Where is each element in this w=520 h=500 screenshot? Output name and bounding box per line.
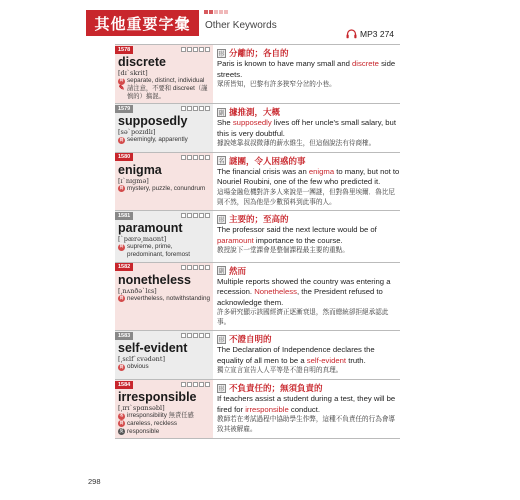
related-line bbox=[118, 420, 210, 428]
related-text: careless, reckless bbox=[127, 419, 178, 427]
entry-headword-panel bbox=[115, 331, 213, 379]
sentence-highlight: irresponsible bbox=[245, 404, 289, 414]
entry-headword-panel bbox=[115, 380, 213, 438]
definition: 不負責任的；無須負責的 bbox=[229, 384, 323, 395]
sentence-part: Multiple reports showed the country was entering a recession. bbox=[217, 276, 391, 297]
part-of-speech-badge: 形 bbox=[218, 336, 225, 344]
sentence-highlight: enigma bbox=[308, 166, 335, 176]
sentence-translation: 許多研究顯示該國經濟正逐漸衰退，然而總統卻拒絕承認此事。 bbox=[217, 308, 389, 326]
section-title: 其他重要字彙 bbox=[86, 10, 199, 36]
headword: enigma bbox=[118, 162, 162, 177]
synonym-icon: 同 bbox=[118, 78, 125, 85]
entry-definition-panel bbox=[213, 263, 400, 331]
vocabulary-list bbox=[115, 44, 400, 439]
example-sentence bbox=[217, 277, 400, 309]
phonetic: [͵sɛlfˋɛvədənt] bbox=[118, 355, 166, 364]
sentence-part: Paris is known to have many small and bbox=[217, 59, 353, 68]
definition: 不證自明的 bbox=[229, 335, 272, 346]
sentence-highlight: supposedly bbox=[232, 118, 272, 128]
sentence-part: importance to the course. bbox=[253, 235, 343, 245]
part-of-speech-badge: 名 bbox=[218, 158, 225, 166]
sentence-part: The professor said the next lecture would be of bbox=[217, 225, 377, 235]
review-checkboxes[interactable] bbox=[181, 155, 210, 160]
part-of-speech-badge: 副 bbox=[218, 109, 225, 117]
related-text: mystery, puzzle, conundrum bbox=[127, 184, 206, 192]
related-text: responsible bbox=[127, 427, 160, 435]
entry-number: 1580 bbox=[115, 153, 133, 161]
sentence-highlight: Nonetheless bbox=[254, 287, 297, 297]
entry-number: 1578 bbox=[115, 46, 133, 54]
vocab-entry bbox=[115, 330, 400, 379]
review-checkboxes[interactable] bbox=[181, 106, 210, 111]
pencil-icon: ✎ bbox=[118, 84, 125, 92]
related-text: supreme, prime, predominant, foremost bbox=[127, 243, 190, 258]
related-line bbox=[118, 295, 210, 303]
related-line bbox=[118, 412, 210, 420]
related-line bbox=[118, 428, 210, 436]
synonym-icon: 同 bbox=[118, 185, 125, 192]
review-checkboxes[interactable] bbox=[181, 265, 210, 270]
example-sentence bbox=[217, 225, 400, 246]
entry-number: 1582 bbox=[115, 263, 133, 271]
antonym-icon: 反 bbox=[118, 428, 125, 435]
section-header bbox=[86, 10, 277, 36]
related-text: seemingly, apparently bbox=[127, 136, 188, 144]
related-text: nevertheless, notwithstanding bbox=[127, 294, 210, 302]
audio-track[interactable] bbox=[346, 29, 394, 39]
headphones-icon bbox=[346, 29, 357, 39]
synonym-icon: 同 bbox=[118, 364, 125, 371]
part-of-speech-badge: 副 bbox=[218, 268, 225, 276]
synonym-icon: 同 bbox=[118, 420, 125, 427]
sentence-highlight: paramount bbox=[217, 235, 254, 245]
sentence-part: to many, but not to Nouriel Roubini, one of the few who predicted it. bbox=[217, 166, 400, 187]
definition: 據推測，大概 bbox=[229, 108, 281, 119]
part-of-speech-badge: 形 bbox=[218, 385, 225, 393]
page-number: 298 bbox=[88, 477, 101, 486]
synonym-icon: 同 bbox=[118, 295, 125, 302]
headword: irresponsible bbox=[118, 390, 197, 405]
audio-track-label: MP3 274 bbox=[360, 29, 395, 39]
entry-definition-panel bbox=[213, 211, 400, 262]
sentence-highlight: discrete bbox=[352, 59, 379, 68]
vocab-entry bbox=[115, 210, 400, 262]
vocab-entry bbox=[115, 44, 400, 103]
review-checkboxes[interactable] bbox=[181, 213, 210, 218]
sentence-highlight: self-evident bbox=[306, 355, 347, 365]
entry-headword-panel bbox=[115, 104, 213, 152]
entry-definition-panel bbox=[213, 104, 400, 152]
entry-definition-panel bbox=[213, 331, 400, 379]
related-line bbox=[118, 77, 210, 85]
decorative-dots bbox=[204, 10, 232, 20]
example-sentence bbox=[217, 394, 400, 415]
example-sentence bbox=[217, 345, 400, 366]
definition: 主要的；至高的 bbox=[229, 215, 289, 226]
sentence-translation: 教授說下一堂課會是整個課程最主要的重點。 bbox=[217, 246, 349, 255]
example-sentence bbox=[217, 59, 400, 80]
entry-definition-panel bbox=[213, 380, 400, 438]
section-subtitle: Other Keywords bbox=[205, 20, 277, 31]
entry-headword-panel bbox=[115, 45, 213, 103]
headword: nonetheless bbox=[118, 272, 191, 287]
related-text: irresponsibility 無責任感 bbox=[127, 412, 194, 420]
sentence-part: side streets. bbox=[217, 59, 396, 79]
part-of-speech-badge: 形 bbox=[218, 216, 225, 224]
synonym-icon: 同 bbox=[118, 244, 125, 251]
headword: supposedly bbox=[118, 114, 188, 129]
headword: self-evident bbox=[118, 341, 188, 356]
vocab-entry bbox=[115, 262, 400, 331]
phonetic: [səˋpozɪdlɪ] bbox=[118, 128, 156, 137]
related-line bbox=[118, 243, 210, 259]
definition: 分離的；各自的 bbox=[229, 49, 289, 59]
sentence-part: truth. bbox=[346, 355, 366, 365]
noun-form-icon: 名 bbox=[118, 413, 125, 420]
sentence-translation: 教師若在考試過程中協助學生作弊，這種不負責任的行為會導致其被解雇。 bbox=[217, 415, 396, 433]
definition: 謎團，令人困惑的事 bbox=[229, 156, 306, 167]
phonetic: [dɪˋskrit] bbox=[118, 69, 148, 77]
sentence-part: The financial crisis was an bbox=[217, 166, 309, 176]
example-sentence bbox=[217, 118, 400, 139]
sentence-part: She bbox=[217, 118, 233, 128]
entry-headword-panel bbox=[115, 153, 213, 210]
vocab-entry bbox=[115, 379, 400, 439]
vocab-entry bbox=[115, 152, 400, 210]
sentence-part: The Declaration of Independence declares the equality of all men to be a bbox=[217, 345, 375, 365]
sentence-part: If teachers assist a student during a test, they will be fired for bbox=[217, 394, 396, 414]
part-of-speech-badge: 形 bbox=[218, 50, 225, 58]
related-line bbox=[118, 363, 210, 371]
related-line bbox=[118, 85, 210, 101]
entry-definition-panel bbox=[213, 153, 400, 210]
related-text: 請注意，不要和 discreet（謹慎的）搞混。 bbox=[127, 84, 208, 100]
entry-number: 1583 bbox=[115, 332, 133, 340]
headword: discrete bbox=[118, 55, 166, 69]
sentence-translation: 這場金融危機對許多人來說是一團謎，但對魯里埃爾．魯比尼則不然，因為他是少數預料到此事的人。 bbox=[217, 187, 396, 206]
example-sentence bbox=[217, 167, 400, 188]
phonetic: [ɪˋnɪgmə] bbox=[118, 176, 149, 185]
review-checkboxes[interactable] bbox=[181, 333, 210, 338]
sentence-translation: 據說她靠叔叔微薄的薪水維生，但這個說法有待商榷。 bbox=[217, 139, 376, 148]
sentence-part: lives off her uncle's small salary, but this is very doubtful. bbox=[217, 118, 396, 138]
sentence-translation: 獨立宣言宣告人人平等是不證自明的真理。 bbox=[217, 366, 343, 375]
related-text: separate, distinct, individual bbox=[127, 77, 205, 84]
related-line bbox=[118, 185, 210, 193]
related-text: obvious bbox=[127, 363, 149, 371]
synonym-icon: 同 bbox=[118, 137, 125, 144]
sentence-translation: 眾所皆知，巴黎有許多狹窄分岔的小巷。 bbox=[217, 80, 336, 88]
review-checkboxes[interactable] bbox=[181, 382, 210, 387]
sentence-part: , the President refused to acknowledge them. bbox=[217, 287, 383, 307]
review-checkboxes[interactable] bbox=[181, 47, 210, 52]
definition: 然而 bbox=[229, 266, 247, 277]
entry-definition-panel bbox=[213, 45, 400, 103]
sentence-part: conduct. bbox=[288, 404, 320, 414]
entry-headword-panel bbox=[115, 263, 213, 331]
entry-number: 1584 bbox=[115, 381, 133, 389]
entry-number: 1581 bbox=[115, 212, 133, 220]
vocab-entry bbox=[115, 103, 400, 152]
phonetic: [ˋpærə͵maʊnt] bbox=[118, 235, 167, 244]
phonetic: [͵nʌnðəˋlɛs] bbox=[118, 286, 157, 295]
related-line bbox=[118, 136, 210, 144]
headword: paramount bbox=[118, 221, 183, 236]
entry-number: 1579 bbox=[115, 105, 133, 113]
phonetic: [͵ɪrɪˋspɑnsəbl] bbox=[118, 404, 165, 413]
entry-headword-panel bbox=[115, 211, 213, 262]
